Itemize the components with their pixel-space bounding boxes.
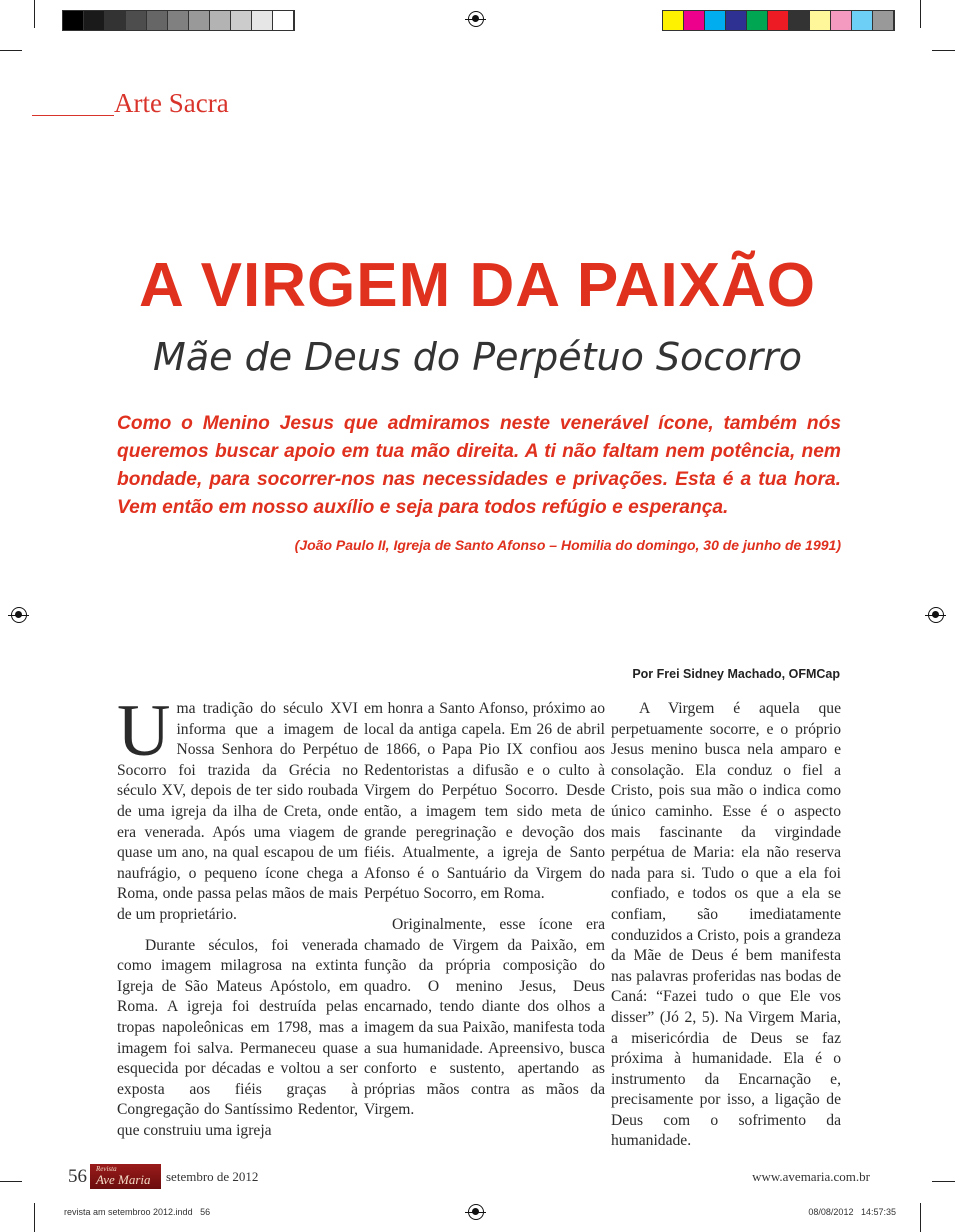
color-swatch — [831, 11, 852, 30]
crop-mark — [932, 50, 955, 51]
article-column-2 — [364, 699, 605, 1121]
color-swatch — [684, 11, 705, 30]
article-column-1 — [117, 690, 358, 1141]
article-body — [68, 690, 870, 1189]
color-swatch — [252, 11, 273, 30]
color-swatch — [852, 11, 873, 30]
color-swatch — [663, 11, 684, 30]
paragraph: Durante séculos, foi venerada como imagem milagrosa na extinta Igreja de São Mateus Apóstolo, em Roma. A igreja foi destruída pelas tropas napoleônicas em 1798, mas a imagem foi salva. Permaneceu quase esquecida por décadas e voltou a ser exposta aos fiéis graças à Congregação do Santíssimo Redentor, que construiu uma igreja — [117, 936, 358, 1139]
crop-mark — [932, 1181, 955, 1182]
color-swatch — [126, 11, 147, 30]
article-subtitle: Mãe de Deus do Perpétuo Socorro — [153, 335, 802, 379]
page-number: 56 — [68, 1166, 87, 1188]
color-swatch — [768, 11, 789, 30]
crop-mark — [920, 0, 921, 28]
magazine-logo — [90, 1164, 161, 1189]
author-byline: Por Frei Sidney Machado, OFMCap — [632, 667, 840, 681]
process-color-bar — [662, 10, 895, 31]
article-columns — [117, 690, 841, 1152]
grayscale-color-bar — [62, 10, 295, 31]
color-swatch — [789, 11, 810, 30]
page-footer — [68, 1164, 870, 1189]
article-column-3 — [611, 699, 841, 1152]
section-rule — [32, 115, 114, 116]
color-swatch — [84, 11, 105, 30]
logo-small-text: Revista — [96, 1165, 117, 1174]
paragraph: Originalmente, esse ícone era chamado de Virgem da Paixão, em função da própria composição do quadro. O menino Jesus, Deus encarnado, tendo diante dos olhos a imagem da sua Paixão, manifesta toda a sua humanidade. Apreensivo, busca conforto e sustento, apertando as próprias mãos contra as mãos da Virgem. — [364, 915, 605, 1119]
color-swatch — [705, 11, 726, 30]
crop-mark — [34, 0, 35, 28]
epigraph-citation: (João Paulo II, Igreja de Santo Afonso – Homilia do domingo, 30 de junho de 1991) — [294, 537, 841, 553]
section-title: Arte Sacra — [114, 88, 229, 118]
logo-text: Ave Maria — [96, 1172, 151, 1188]
registration-mark-icon — [468, 11, 484, 27]
color-swatch — [210, 11, 231, 30]
color-swatch — [105, 11, 126, 30]
crop-mark — [0, 50, 22, 51]
title-block — [0, 250, 955, 380]
paragraph: A Virgem é aquela que perpetuamente socorre, e o próprio Jesus menino busca nela amparo e consolação. Ela conduz o fiel a Cristo, pois sua mão o indica como único caminho. Esse é o aspecto mais fascinante da virgindade perpétua de Maria: ela não reserva nada para si. Tudo o que a ela foi confiado, e todos os que a ela se confiam, são imediatamente conduzidos a Cristo, pois a grandeza da Mãe de Deus é bem manifesta nas palavras proferidas nas bodas de Caná: “Fazei tudo o que Ele vos disser” (Jó 2, 5). Na Virgem Maria, a misericórdia de Deus se faz próxima à humanidade. Ela é o instrumento da Encarnação e, precisamente por isso, a ligação de Deus com o sofrimento da humanidade. — [611, 700, 841, 1150]
website-link[interactable]: www.avemaria.com.br — [752, 1168, 870, 1184]
crop-mark — [34, 1203, 35, 1232]
color-swatch — [168, 11, 189, 30]
color-swatch — [273, 11, 294, 30]
color-swatch — [726, 11, 747, 30]
paragraph — [117, 690, 358, 926]
color-swatch — [873, 11, 894, 30]
slug-filename: revista am setembroo 2012.indd 56 — [64, 1207, 211, 1217]
epigraph-quote: Como o Menino Jesus que admiramos neste venerável ícone, também nós queremos buscar apoio em tua mão direita. A ti não faltam nem potência, nem bondade, para socorrer-nos nas necessidades e privações. Esta é a tua hora. Vem então em nosso auxílio e seja para todos refúgio e esperança. — [117, 413, 841, 518]
drop-cap: U — [117, 690, 171, 772]
article-title: A VIRGEM DA PAIXÃO — [138, 251, 817, 320]
paragraph: em honra a Santo Afonso, próximo ao local da antiga capela. Em 26 de abril de 1866, o Papa Pio IX confiou aos Redentoristas a difusão e o culto à Virgem do Perpétuo Socorro. Desde então, a imagem tem sido meta de grande peregrinação e devoção dos fiéis. Atualmente, a igreja de Santo Afonso é o Santuário da Virgem do Perpétuo Socorro, em Roma. — [364, 700, 605, 903]
color-swatch — [747, 11, 768, 30]
color-swatch — [231, 11, 252, 30]
crop-mark — [920, 1203, 921, 1232]
issue-date: setembro de 2012 — [166, 1168, 259, 1184]
color-swatch — [63, 11, 84, 30]
color-swatch — [810, 11, 831, 30]
slug-timestamp: 08/08/2012 14:57:35 — [808, 1207, 896, 1217]
registration-mark-icon — [11, 607, 27, 623]
paragraph-text: ma tradição do século XVI informa que a imagem de Nossa Senhora do Perpétuo Socorro foi trazida da Grécia no século XV, depois de ter sido roubada de uma igreja da ilha de Creta, onde era venerada. Após uma viagem de quase um ano, na qual escapou de um naufrágio, o pequeno ícone chega a Roma, onde passa pelas mãos de mais de um proprietário. — [117, 700, 358, 923]
registration-mark-icon — [928, 607, 944, 623]
color-swatch — [147, 11, 168, 30]
crop-mark — [0, 1181, 22, 1182]
epigraph — [117, 410, 841, 554]
section-header — [32, 88, 229, 119]
color-swatch — [189, 11, 210, 30]
registration-mark-icon — [468, 1204, 484, 1220]
